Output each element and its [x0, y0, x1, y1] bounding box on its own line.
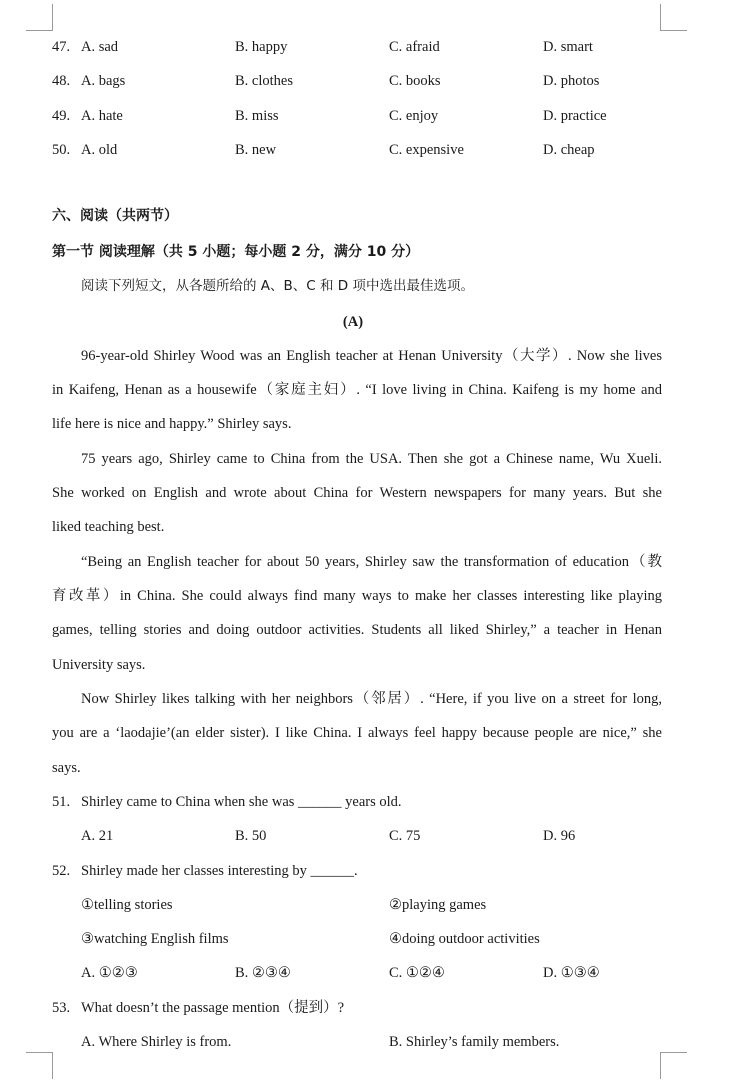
option-d: D. cheap — [543, 142, 595, 158]
question-53-options — [0, 1032, 746, 1052]
corner-mark-bottom-right — [660, 1052, 687, 1079]
option-d: D. ①③④ — [543, 965, 600, 981]
option-d: D. 96 — [543, 828, 576, 844]
passage-line: She worked on English and wrote about China for Western newspapers for many years. But she — [52, 485, 662, 501]
option-a: A. sad — [81, 39, 119, 55]
option-c: C. 75 — [389, 828, 421, 844]
option-b: B. clothes — [235, 73, 293, 89]
option-a: A. old — [81, 142, 118, 158]
question-number: 53. — [52, 1000, 71, 1016]
passage-line: you are a ‘laodajie’(an elder sister). I like China. I always feel happy because people are nice,” she — [52, 725, 662, 741]
list-item: ①telling stories — [81, 897, 173, 913]
option-a: A. Where Shirley is from. — [81, 1034, 232, 1050]
passage-line: University says. — [52, 657, 146, 673]
question-text: Shirley came to China when she was ______ years old. — [81, 794, 402, 810]
option-a: A. ①②③ — [81, 965, 138, 981]
section-title: 六、阅读（共两节） — [52, 208, 178, 224]
passage-line: “Being an English teacher for about 50 years, Shirley saw the transformation of education（教 — [81, 554, 662, 570]
question-number: 52. — [52, 863, 71, 879]
passage-line: life here is nice and happy.” Shirley says. — [52, 416, 292, 432]
question-number: 49. — [52, 108, 71, 124]
corner-mark-bottom-left — [26, 1052, 53, 1079]
option-d: D. smart — [543, 39, 593, 55]
passage-line: 96-year-old Shirley Wood was an English teacher at Henan University（大学）. Now she lives — [81, 348, 662, 364]
question-52-stem — [0, 861, 746, 881]
list-item: ②playing games — [389, 897, 487, 913]
passage-line: 育改革）in China. She could always find many ways to make her classes interesting like playing — [52, 588, 662, 604]
option-d: D. photos — [543, 73, 600, 89]
question-text: What doesn’t the passage mention（提到）? — [81, 1000, 345, 1016]
instruction-text: 阅读下列短文，从各题所给的 A、B、C 和 D 项中选出最佳选项。 — [81, 278, 474, 294]
option-b: B. happy — [235, 39, 288, 55]
corner-mark-top-right — [660, 4, 687, 31]
question-52-options — [0, 963, 746, 983]
list-item: ④doing outdoor activities — [389, 931, 540, 947]
option-b: B. miss — [235, 108, 279, 124]
option-b: B. ②③④ — [235, 965, 291, 981]
passage-line: 75 years ago, Shirley came to China from the USA. Then she got a Chinese name, Wu Xueli. — [81, 451, 662, 467]
question-number: 48. — [52, 73, 71, 89]
question-51-stem — [0, 792, 746, 812]
question-number: 51. — [52, 794, 71, 810]
option-c: C. afraid — [389, 39, 440, 55]
option-c: C. enjoy — [389, 108, 439, 124]
passage-line: games, telling stories and doing outdoor activities. Students all liked Shirley,” a teacher in Henan — [52, 622, 662, 638]
question-row-47 — [0, 37, 746, 57]
passage-label: (A) — [342, 314, 364, 330]
question-52-items-row-2 — [0, 929, 746, 949]
question-number: 47. — [52, 39, 71, 55]
question-text: Shirley made her classes interesting by ______. — [81, 863, 358, 879]
passage-line: says. — [52, 760, 81, 776]
option-c: C. ①②④ — [389, 965, 445, 981]
option-b: B. 50 — [235, 828, 267, 844]
question-53-stem — [0, 998, 746, 1018]
question-52-items-row-1 — [0, 895, 746, 915]
question-number: 50. — [52, 142, 71, 158]
option-a: A. hate — [81, 108, 123, 124]
option-a: A. bags — [81, 73, 126, 89]
option-b: B. Shirley’s family members. — [389, 1034, 560, 1050]
corner-mark-top-left — [26, 4, 53, 31]
passage-line: Now Shirley likes talking with her neighbors（邻居）. “Here, if you live on a street for long, — [81, 691, 662, 707]
question-row-50 — [0, 140, 746, 160]
question-row-49 — [0, 106, 746, 126]
passage-line: liked teaching best. — [52, 519, 165, 535]
option-a: A. 21 — [81, 828, 114, 844]
list-item: ③watching English films — [81, 931, 229, 947]
question-51-options — [0, 826, 746, 846]
subsection-title: 第一节 阅读理解（共 5 小题；每小题 2 分，满分 10 分） — [52, 244, 420, 260]
question-row-48 — [0, 71, 746, 91]
option-d: D. practice — [543, 108, 607, 124]
option-c: C. books — [389, 73, 441, 89]
option-c: C. expensive — [389, 142, 464, 158]
passage-line: in Kaifeng, Henan as a housewife（家庭主妇）. “I love living in China. Kaifeng is my home and — [52, 382, 662, 398]
option-b: B. new — [235, 142, 277, 158]
